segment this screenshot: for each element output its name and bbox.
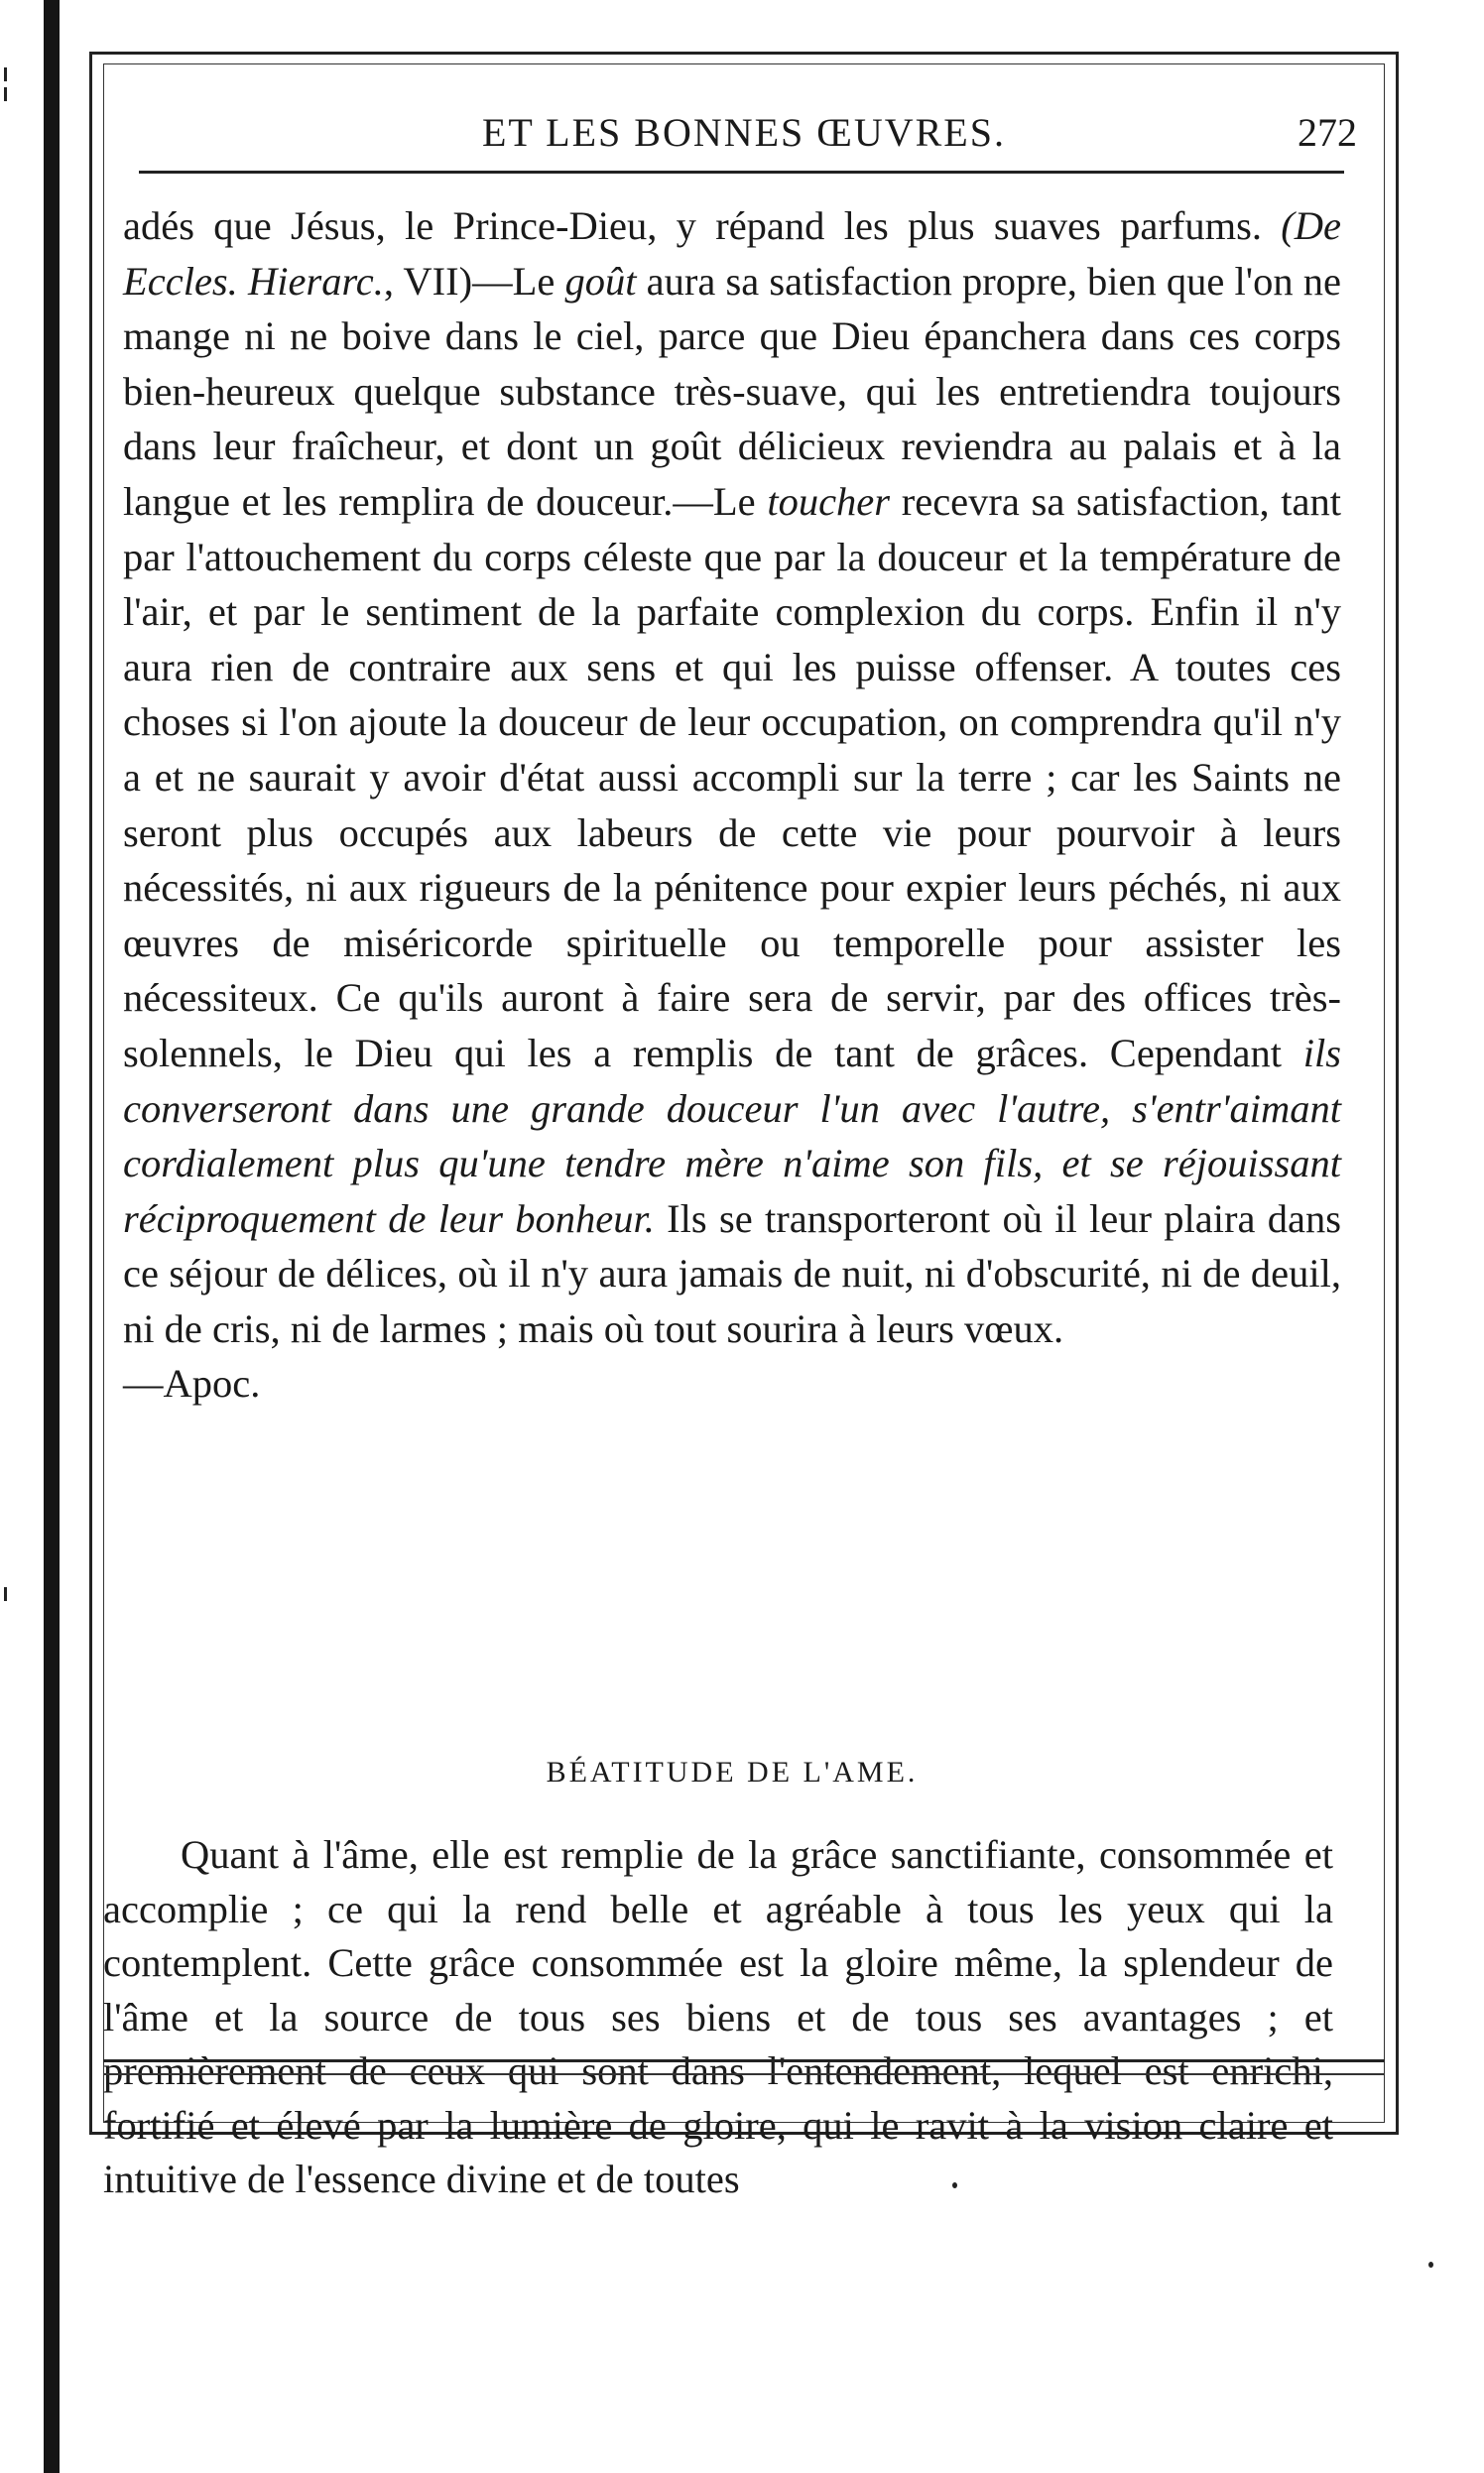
speck [4,1587,7,1601]
page-header [129,107,1359,163]
text-segment: , VII)—Le [383,258,565,304]
second-paragraph [103,1828,1333,2207]
section-heading: BÉATITUDE DE L'AME. [546,1756,919,1789]
emphasis-toucher: toucher [767,478,891,524]
margin-specks [4,0,24,2473]
page-number: 272 [1298,110,1357,155]
header-rule [139,171,1344,174]
speck [4,67,7,81]
text-segment: Ils se transporteront où il leur plaira dans ce séjour de délices, où il n'y aura jamais de nuit, ni d'obscurité, ni de deuil, ni de cris, ni de larmes ; mais où tout sourira à leurs vœux. [123,1195,1341,1351]
bottom-rule [103,2059,1385,2062]
text-segment: aura sa satisfaction propre, bien que l'on ne mange ni ne boive dans le ciel, parce que Dieu épanchera dans ces corps bien-heureux quelque substance très-suave, qui les entretiendra toujours dans leur fraîcheur, et dont un goût délicieux reviendra au palais et à la langue et les remplira de douceur.—Le [123,258,1341,524]
book-binding-edge [44,0,60,2473]
citation: (De Eccles. Hierarc. [123,203,1341,304]
paragraph-2: Quant à l'âme, elle est remplie de la grâce sanctifiante, consommée et accomplie ; ce qui la rend belle et agréable à tous les yeux qui la contemplent. Cette grâce consommée est la gloire même, la splendeur de l'âme et la source de tous ses biens et de tous ses avantages ; et premièrement de ceux qui sont dans l'entendement, lequel est enrichi, fortifié et élevé par la lumière de gloire, qui le ravit à la vision claire et intuitive de l'essence divine et de toutes [103,1832,1333,2201]
ink-dot [1428,2262,1433,2268]
ink-dot [952,2182,957,2188]
emphasis-gout: goût [564,258,637,304]
speck [4,87,7,101]
paragraph-1 [123,198,1341,1412]
italic-passage: ils converseront dans une grande douceur l'un avec l'autre, s'entr'aimant cordialement plus qu'une tendre mère n'aime son fils, et se réjouissant réciproquement de leur bonheur. [123,1030,1341,1241]
apoc-reference: —Apoc. [123,1361,261,1407]
running-title: ET LES BONNES ŒUVRES. [482,110,1006,155]
main-paragraph [123,198,1341,1412]
text-segment: adés que Jésus, le Prince-Dieu, y répand les plus suaves parfums. [123,203,1282,248]
text-segment: recevra sa satisfaction, tant par l'attouchement du corps céleste que par la douceur et la température de l'air, et par le sentiment de la parfaite complexion du corps. Enfin il n'y aura rien de contraire aux sens et qui les puisse offenser. A toutes ces choses si l'on ajoute la douceur de leur occupation, on comprendra qu'il n'y a et ne saurait y avoir d'état aussi accompli sur la terre ; car les Saints ne seront plus occupés aux labeurs de cette vie pour pourvoir à leurs nécessités, ni aux rigueurs de la pénitence pour expier leurs péchés, ni aux œuvres de miséricorde spirituelle ou temporelle pour assister les nécessiteux. Ce qu'ils auront à faire sera de servir, par des offices très-solennels, le Dieu qui les a remplis de tant de grâces. Cependant [123,478,1342,1075]
bottom-rule-secondary [103,2073,1385,2075]
